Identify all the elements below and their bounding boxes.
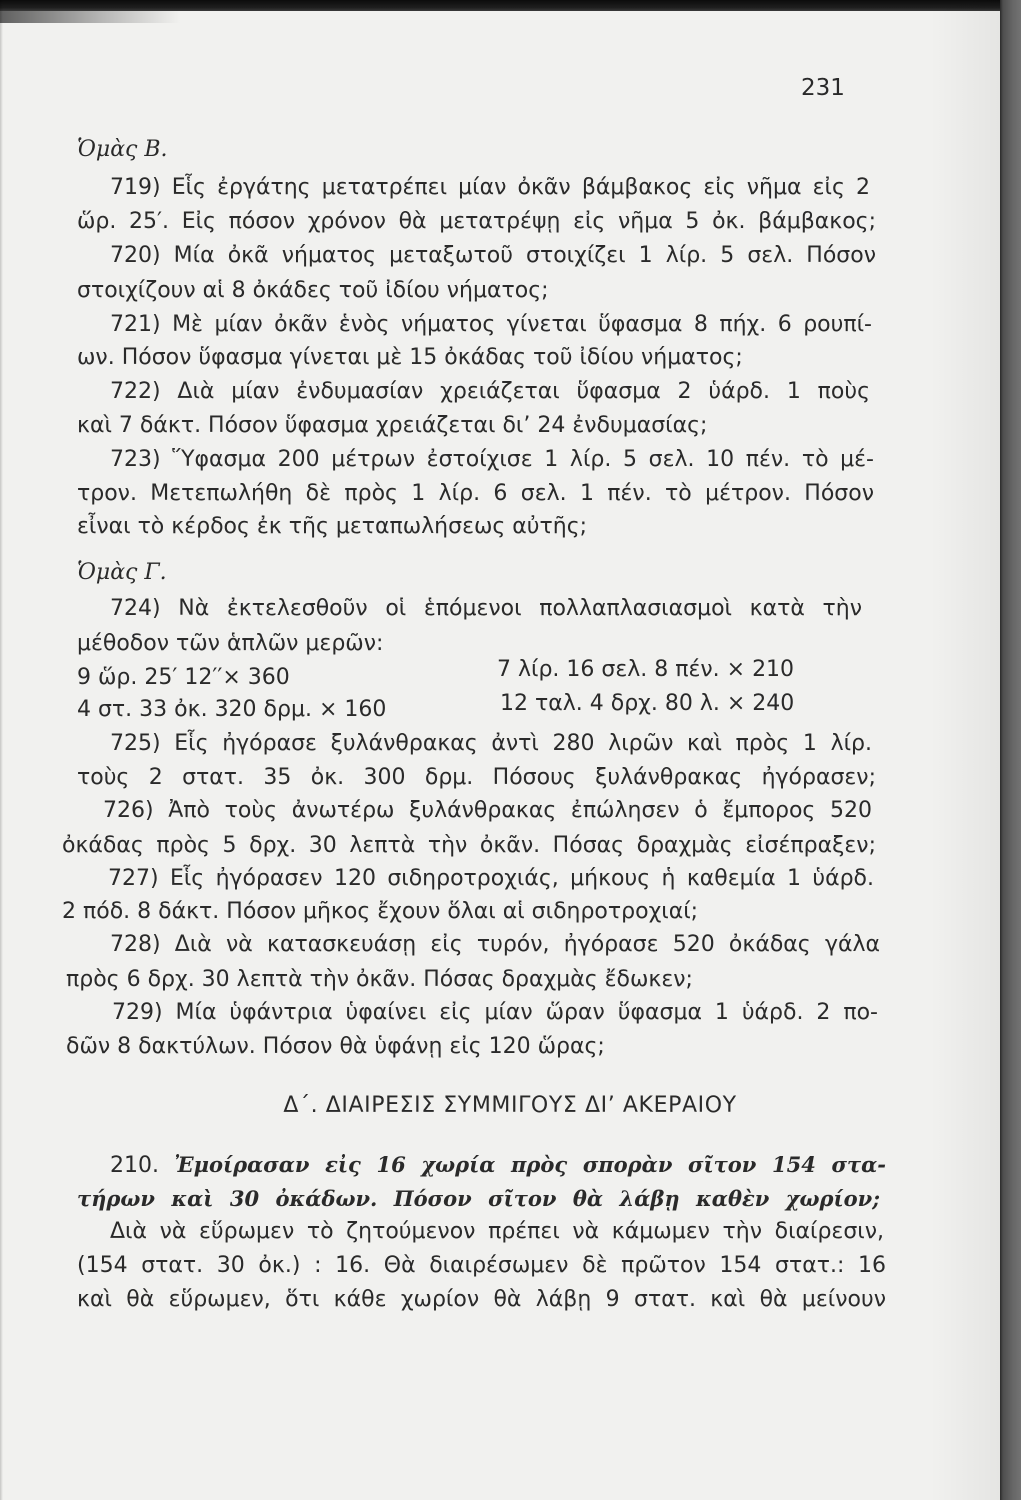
exercise-721-line-2: ων. Πόσον ὕφασμα γίνεται μὲ 15 ὀκάδας τοῦ ἰδίου νήματος; <box>77 345 743 370</box>
exercise-729-line-1: 729) Μία ὑφάντρια ὑφαίνει εἰς μίαν ὥραν ὕφασμα 1 ὑάρδ. 2 πο- <box>112 1000 878 1025</box>
problem-210-line-1 <box>110 1148 886 1182</box>
exercise-719-line-2: ὥρ. 25′. Εἰς πόσον χρόνον θὰ μετατρέψῃ εἰς νῆμα 5 ὀκ. βάμβακος; <box>77 209 876 234</box>
group-b-title: Ὁμὰς Β. <box>77 137 168 162</box>
exercise-723-line-2: τρον. Μετεπωλήθη δὲ πρὸς 1 λίρ. 6 σελ. 1 πέν. τὸ μέτρον. Πόσον <box>77 481 874 506</box>
scan-edge-left <box>0 0 3 1500</box>
multiplication-item: 7 λίρ. 16 σελ. 8 πέν. × 210 <box>497 657 795 682</box>
exercise-725-line-2: τοὺς 2 στατ. 35 ὀκ. 300 δρμ. Πόσους ξυλάνθρακας ἠγόρασεν; <box>77 765 876 790</box>
exercise-720-line-2: στοιχίζουν αἱ 8 ὀκάδες τοῦ ἰδίου νήματος; <box>77 278 549 303</box>
problem-number: 210. <box>110 1153 159 1178</box>
section-heading: Δ΄. ΔΙΑΙΡΕΣΙΣ ΣΥΜΜΙΓΟΥΣ ΔΙ’ ΑΚΕΡΑΙΟΥ <box>283 1093 737 1118</box>
solution-line-3: καὶ θὰ εὕρωμεν, ὅτι κάθε χωρίον θὰ λάβῃ 9 στατ. καὶ θὰ μείνουν <box>77 1287 886 1312</box>
solution-line-1: Διὰ νὰ εὕρωμεν τὸ ζητούμενον πρέπει νὰ κάμωμεν τὴν διαίρεσιν, <box>110 1219 884 1244</box>
multiplication-item: 12 ταλ. 4 δρχ. 80 λ. × 240 <box>500 691 795 716</box>
exercise-728-line-1: 728) Διὰ νὰ κατασκευάσῃ εἰς τυρόν, ἠγόρασε 520 ὀκάδας γάλα <box>110 932 880 957</box>
multiplication-item: 4 στ. 33 ὀκ. 320 δρμ. × 160 <box>77 697 387 722</box>
exercise-724-line-2: μέθοδον τῶν ἁπλῶν μερῶν: <box>77 631 384 656</box>
problem-statement: Ἐμοίρασαν εἰς 16 χωρία πρὸς σπορὰν σῖτον 154 στα- <box>174 1152 886 1177</box>
multiplication-item: 9 ὥρ. 25′ 12′′× 360 <box>77 665 290 690</box>
exercise-726-line-2: ὀκάδας πρὸς 5 δρχ. 30 λεπτὰ τὴν ὀκᾶν. Πόσας δραχμὰς εἰσέπραξεν; <box>62 833 876 858</box>
exercise-727-line-2: 2 πόδ. 8 δάκτ. Πόσον μῆκος ἔχουν ὅλαι αἱ σιδηροτροχιαί; <box>62 899 699 924</box>
scan-edge-right <box>1000 0 1021 1500</box>
exercise-722-line-1: 722) Διὰ μίαν ἐνδυμασίαν χρειάζεται ὕφασμα 2 ὑάρδ. 1 ποὺς <box>110 379 870 404</box>
scan-shade-right <box>930 0 1000 1500</box>
solution-line-2: (154 στατ. 30 ὀκ.) : 16. Θὰ διαιρέσωμεν δὲ πρῶτον 154 στατ.: 16 <box>77 1253 886 1278</box>
exercise-726-line-1: 726) Ἀπὸ τοὺς ἀνωτέρω ξυλάνθρακας ἐπώλησεν ὁ ἔμπορος 520 <box>103 798 872 823</box>
scan-shadow-topleft <box>0 11 180 23</box>
exercise-723-line-1: 723) Ὕφασμα 200 μέτρων ἐστοίχισε 1 λίρ. 5 σελ. 10 πέν. τὸ μέ- <box>110 447 874 472</box>
exercise-723-line-3: εἶναι τὸ κέρδος ἐκ τῆς μεταπωλήσεως αὐτῆς; <box>77 514 588 539</box>
exercise-720-line-1: 720) Μία ὀκᾶ νήματος μεταξωτοῦ στοιχίζει 1 λίρ. 5 σελ. Πόσον <box>110 243 876 268</box>
group-c-title: Ὁμὰς Γ. <box>77 560 167 585</box>
scan-edge-top <box>0 0 1021 11</box>
exercise-728-line-2: πρὸς 6 δρχ. 30 λεπτὰ τὴν ὀκᾶν. Πόσας δραχμὰς ἔδωκεν; <box>66 967 693 992</box>
exercise-725-line-1: 725) Εἷς ἠγόρασε ξυλάνθρακας ἀντὶ 280 λιρῶν καὶ πρὸς 1 λίρ. <box>110 731 872 756</box>
problem-210-line-2: τήρων καὶ 30 ὀκάδων. Πόσον σῖτον θὰ λάβῃ καθὲν χωρίον; <box>77 1186 880 1211</box>
exercise-727-line-1: 727) Εἷς ἠγόρασεν 120 σιδηροτροχιάς, μήκους ἡ καθεμία 1 ὑάρδ. <box>108 866 874 891</box>
exercise-722-line-2: καὶ 7 δάκτ. Πόσον ὕφασμα χρειάζεται δι’ 24 ἐνδυμασίας; <box>77 413 708 438</box>
exercise-719-line-1: 719) Εἷς ἐργάτης μετατρέπει μίαν ὀκᾶν βάμβακος εἰς νῆμα εἰς 2 <box>110 175 870 200</box>
exercise-724-line-1: 724) Νὰ ἐκτελεσθοῦν οἱ ἑπόμενοι πολλαπλασιασμοὶ κατὰ τὴν <box>110 596 862 621</box>
page-number: 231 <box>801 75 845 101</box>
exercise-721-line-1: 721) Μὲ μίαν ὀκᾶν ἑνὸς νήματος γίνεται ὕφασμα 8 πήχ. 6 ρουπί- <box>110 312 872 337</box>
exercise-729-line-2: δῶν 8 δακτύλων. Πόσον θὰ ὑφάνῃ εἰς 120 ὥρας; <box>66 1034 605 1059</box>
